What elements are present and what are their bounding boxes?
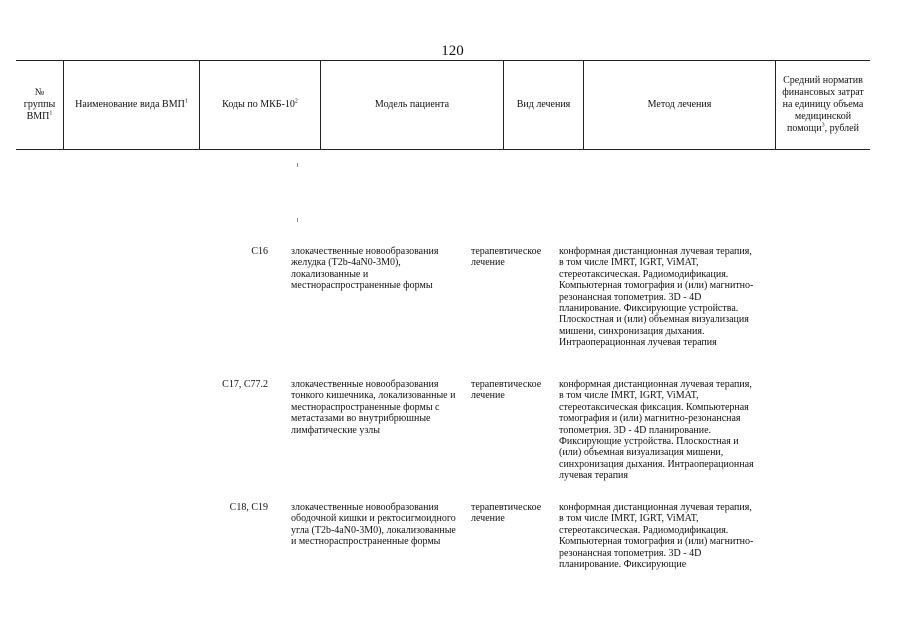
- row-method: конформная дистанционная лучевая терапия, в том числе IMRT, IGRT, ViMAT, стереотаксическая фиксация. Компьютерная томография и (или) магнитно-резонансная топометрия. 3D - 4D планирование. Фиксирующие устройства. Плоскостная и (или) объемная визуализация мишени, синхронизация дыхания. Интраоперационная лучевая терапия: [559, 379, 754, 482]
- header-group: № группы ВМП$^1$: [23, 87, 56, 122]
- table-header: [16, 60, 870, 150]
- row-method: конформная дистанционная лучевая терапия, в том числе IMRT, IGRT, ViMAT, стереотаксическая. Радиомодификация. Компьютерная томография и (или) магнитно-резонансная топометрия. 3D - 4D планирование. Фиксирующие устройства. Плоскостная и (или) объемная визуализация мишени, синхронизация дыхания. Интраоперационная лучевая терапия: [559, 246, 754, 349]
- header-name: Наименование вида ВМП$^1$: [75, 98, 188, 110]
- row-codes: C18, C19: [229, 502, 268, 513]
- header-treatment-type: Вид лечения: [516, 99, 571, 110]
- scan-mark: [297, 163, 298, 167]
- row-model: злокачественные новообразования ободочной кишки и ректосигмоидного угла (T2b-4aN0-3M0), локализованные и местнораспространенные формы: [291, 502, 456, 548]
- header-model: Модель пациента: [374, 99, 450, 110]
- table-row: [212, 246, 772, 376]
- table-row: [212, 379, 772, 499]
- row-model: злокачественные новообразования тонкого кишечника, локализованные и местнораспространенные формы с метастазами во внутрибрюшные лимфатические узлы: [291, 379, 456, 436]
- page-number: 120: [441, 43, 464, 59]
- row-treatment-type: терапевтическое лечение: [471, 246, 542, 269]
- header-cost: Средний норматив финансовых затрат на единицу объема медицинской помощи$^3$, рублей: [782, 75, 864, 134]
- header-codes: Коды по МКБ-$10^2$: [222, 98, 298, 110]
- row-codes: C17, C77.2: [222, 379, 268, 390]
- scan-mark: [297, 218, 298, 222]
- row-model: злокачественные новообразования желудка (T2b-4aN0-3M0), локализованные и местнораспространенные формы: [291, 246, 439, 292]
- row-treatment-type: терапевтическое лечение: [471, 379, 542, 402]
- table-row: [212, 502, 772, 594]
- row-treatment-type: терапевтическое лечение: [471, 502, 542, 525]
- row-codes: C16: [251, 246, 268, 257]
- header-method: Метод лечения: [647, 99, 712, 110]
- row-method: конформная дистанционная лучевая терапия, в том числе IMRT, IGRT, ViMAT, стереотаксическая. Радиомодификация. Компьютерная томография и (или) магнитно-резонансная топометрия. 3D - 4D планирование. Фиксирующие: [559, 502, 754, 571]
